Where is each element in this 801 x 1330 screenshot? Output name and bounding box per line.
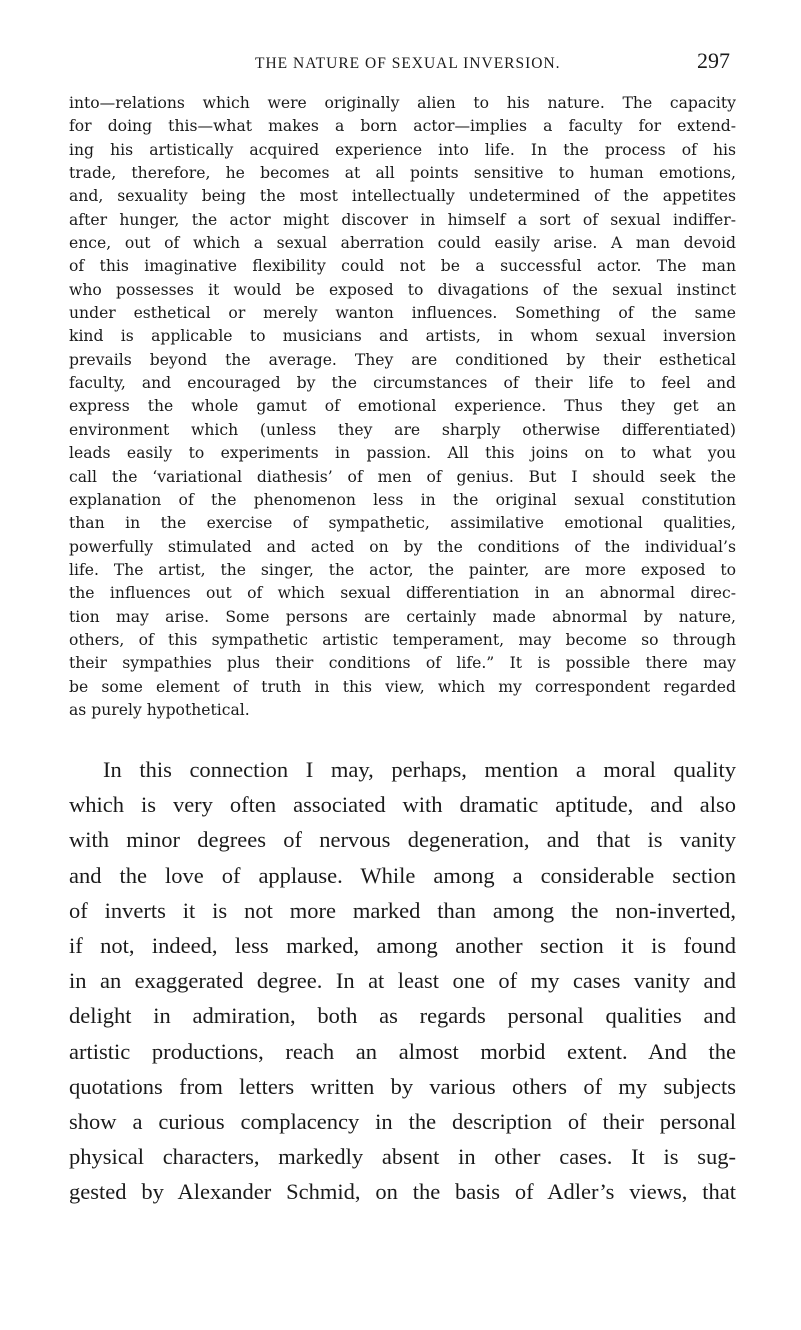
text-line: express the whole gamut of emotional experience. Thus they get an [69,397,736,416]
page-number: 297 [697,48,730,73]
text-line: powerfully stimulated and acted on by the conditions of the individual’s [69,537,736,556]
text-line: in an exaggerated degree. In at least one of my cases vanity and [69,968,736,994]
text-line: ence, out of which a sexual aberration could easily arise. A man devoid [69,234,736,253]
running-header: THE NATURE OF SEXUAL INVERSION. [255,55,561,72]
text-line: and the love of applause. While among a considerable section [69,862,736,888]
text-line: than in the exercise of sympathetic, assimilative emotional qualities, [69,514,736,533]
text-line: gested by Alexander Schmid, on the basis of Adler’s views, that [69,1179,736,1205]
text-line: be some element of truth in this view, which my correspondent regarded [69,677,736,696]
text-line: kind is applicable to musicians and artists, in whom sexual inversion [69,327,736,346]
text-line: prevails beyond the average. They are conditioned by their esthetical [69,350,736,369]
text-line: environment which (unless they are sharply otherwise differentiated) [69,420,736,439]
text-line: with minor degrees of nervous degeneration, and that is vanity [69,827,736,853]
text-line: if not, indeed, less marked, among another section it is found [69,933,736,959]
text-line: the influences out of which sexual differentiation in an abnormal direc- [69,584,736,603]
text-line: and, sexuality being the most intellectually undetermined of the appetites [69,187,736,206]
text-line: for doing this—what makes a born actor—implies a faculty for extend- [69,117,736,136]
text-line: leads easily to experiments in passion. All this joins on to what you [69,444,736,463]
text-line: delight in admiration, both as regards personal qualities and [69,1003,736,1029]
text-line: life. The artist, the singer, the actor, the painter, are more exposed to [69,560,736,579]
text-line: which is very often associated with dramatic aptitude, and also [69,792,736,818]
text-line: artistic productions, reach an almost morbid extent. And the [69,1038,736,1064]
text-line: others, of this sympathetic artistic temperament, may become so through [69,630,736,649]
text-line: as purely hypothetical. [69,700,250,719]
text-line: In this connection I may, perhaps, mention a moral quality [103,757,736,782]
text-line: their sympathies plus their conditions of life.” It is possible there may [69,654,736,673]
text-line: after hunger, the actor might discover in himself a sort of sexual indiffer- [69,210,736,229]
text-line: of inverts it is not more marked than among the non-inverted, [69,897,736,923]
text-line: of this imaginative flexibility could not be a successful actor. The man [69,257,736,276]
text-line: who possesses it would be exposed to divagations of the sexual instinct [69,280,736,299]
text-line: faculty, and encouraged by the circumstances of their life to feel and [69,374,736,393]
text-line: under esthetical or merely wanton influences. Something of the same [69,304,736,323]
text-line: into—relations which were originally alien to his nature. The capacity [69,94,736,112]
text-line: explanation of the phenomenon less in the original sexual constitution [69,490,736,509]
text-line: ing his artistically acquired experience into life. In the process of his [69,140,736,159]
text-line: tion may arise. Some persons are certainly made abnormal by nature, [69,607,736,626]
paragraph-quotation-end [69,92,736,722]
text-line: show a curious complacency in the description of their personal [69,1109,736,1135]
text-line: call the ‘variational diathesis’ of men of genius. But I should seek the [69,467,736,486]
paragraph-vanity [69,752,736,1210]
text-line: quotations from letters written by various others of my subjects [69,1073,736,1099]
text-line: physical characters, markedly absent in other cases. It is sug- [69,1144,736,1170]
text-line: trade, therefore, he becomes at all points sensitive to human emotions, [69,164,736,183]
